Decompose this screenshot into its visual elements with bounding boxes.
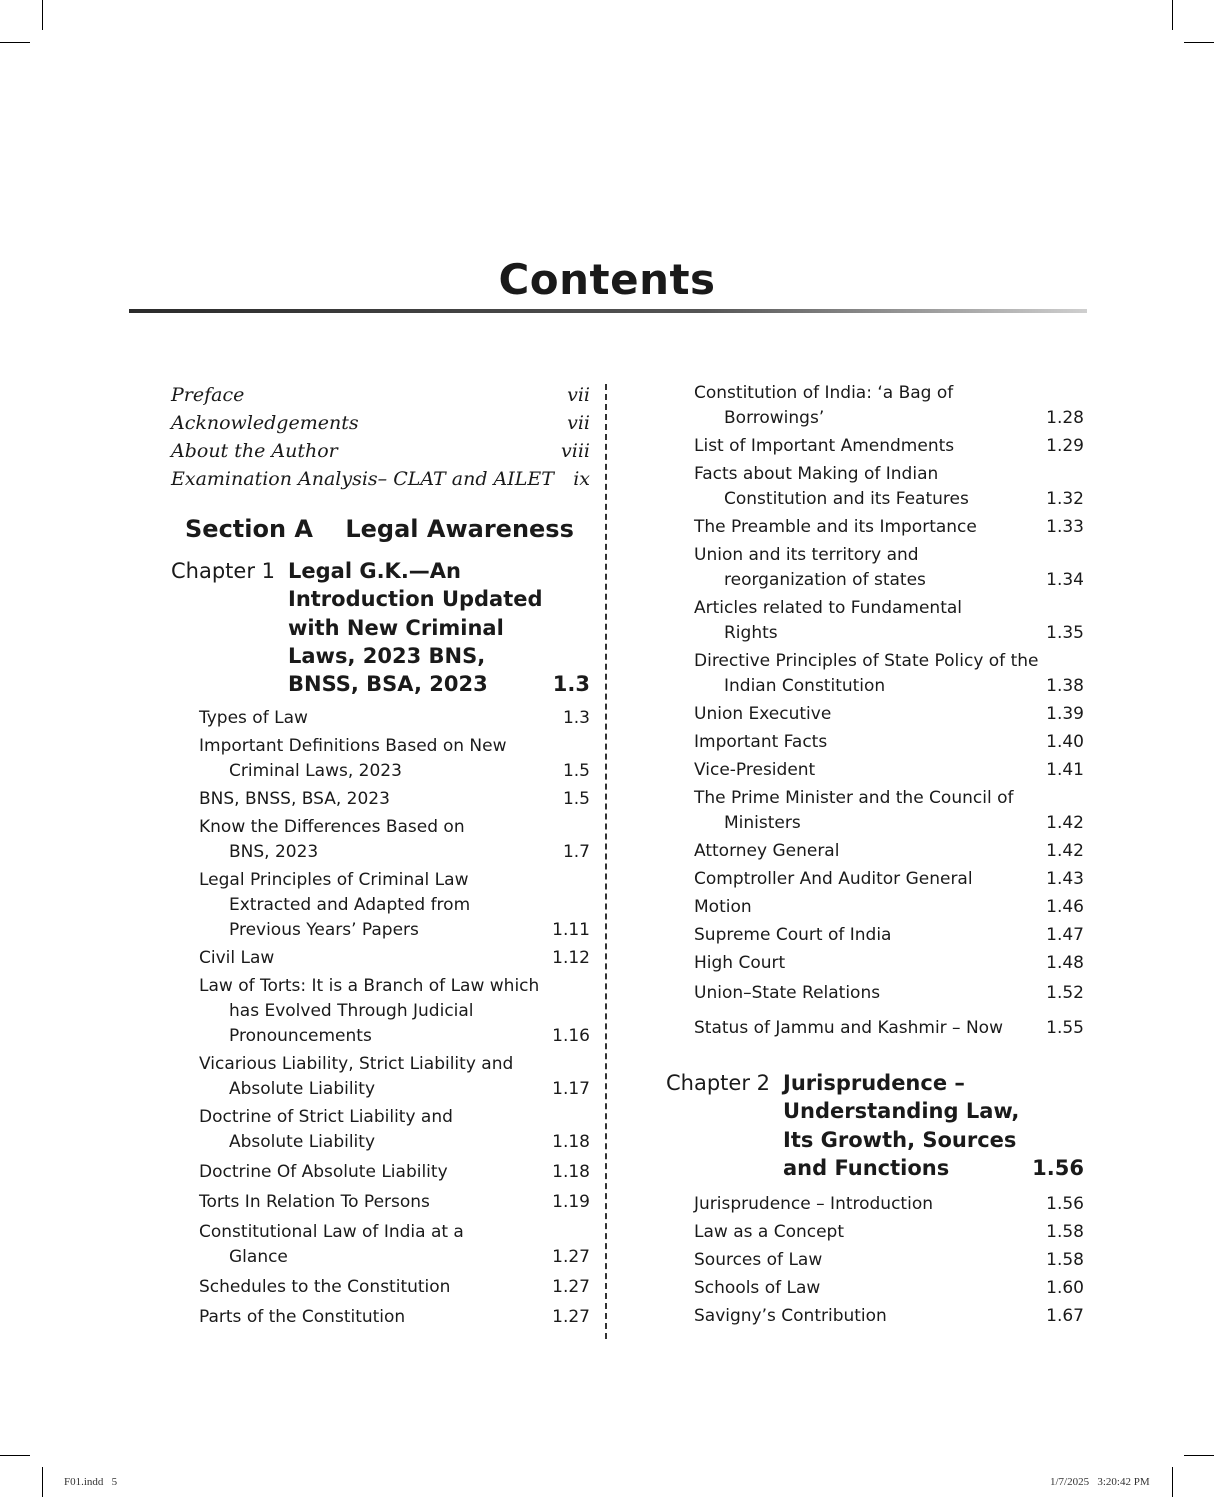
toc-front-item[interactable] xyxy=(171,409,590,437)
chapter-heading[interactable] xyxy=(666,1069,1084,1182)
toc-entry[interactable] xyxy=(199,1305,590,1330)
toc-entry[interactable] xyxy=(694,951,1084,976)
crop-mark xyxy=(0,42,30,43)
toc-entry-label: Jurisprudence – Introduction xyxy=(694,1194,933,1215)
toc-entry-page: 1.41 xyxy=(1046,760,1084,780)
toc-front-page: vii xyxy=(567,384,590,406)
toc-entry[interactable] xyxy=(694,758,1084,783)
toc-entry-label: The Prime Minister and the Council of Ministers xyxy=(694,788,1014,833)
toc-front-page: ix xyxy=(573,468,590,490)
toc-entry-label: Important Facts xyxy=(694,732,828,752)
toc-entry-page: 1.11 xyxy=(552,920,590,941)
toc-entry[interactable] xyxy=(694,649,1084,699)
toc-front-page: viii xyxy=(561,440,590,462)
toc-entry-label: Constitutional Law of India at a Glance xyxy=(199,1222,464,1268)
toc-entry[interactable] xyxy=(199,1052,590,1102)
toc-entry[interactable] xyxy=(199,815,590,865)
toc-entry-label: Union Executive xyxy=(694,704,832,724)
toc-front-label: Acknowledgements xyxy=(171,412,359,434)
toc-entry-page: 1.18 xyxy=(552,1132,590,1153)
toc-entry-label: Status of Jammu and Kashmir – Now xyxy=(694,1018,1003,1038)
toc-entry-label: Union–State Relations xyxy=(694,983,881,1003)
title-rule xyxy=(129,309,1087,313)
toc-entry-label: Civil Law xyxy=(199,948,275,969)
toc-entry-page: 1.32 xyxy=(1046,489,1084,509)
toc-entry[interactable] xyxy=(199,868,590,943)
toc-entry-label: Motion xyxy=(694,897,752,917)
chapter-title: Legal G.K.—An Introduction Updated with New Criminal Laws, 2023 BNS, BNSS, BSA, 2023 xyxy=(288,559,543,697)
section-prefix: Section A xyxy=(185,515,313,543)
toc-entry-page: 1.42 xyxy=(1046,841,1084,861)
toc-entry-page: 1.58 xyxy=(1046,1222,1084,1243)
toc-entry[interactable] xyxy=(199,1275,590,1300)
front-matter-list xyxy=(171,381,590,493)
toc-entry-label: Schedules to the Constitution xyxy=(199,1277,451,1298)
toc-entry[interactable] xyxy=(199,1160,590,1185)
toc-entry-page: 1.5 xyxy=(562,761,590,782)
toc-entry[interactable] xyxy=(694,1248,1084,1273)
crop-mark xyxy=(1172,1467,1173,1497)
toc-entry-page: 1.42 xyxy=(1046,813,1084,833)
crop-mark xyxy=(0,1455,30,1456)
toc-entry-page: 1.27 xyxy=(552,1247,590,1268)
section-heading[interactable] xyxy=(171,513,590,545)
toc-entry-page: 1.56 xyxy=(1046,1194,1084,1215)
toc-entry-label: Constitution of India: ‘a Bag of Borrowings’ xyxy=(694,383,954,428)
chapter-label: Chapter 1 xyxy=(171,559,275,583)
chapter-page: 1.3 xyxy=(552,672,590,697)
toc-entry[interactable] xyxy=(694,1276,1084,1301)
toc-entry-page: 1.12 xyxy=(552,948,590,969)
toc-entry[interactable] xyxy=(199,787,590,812)
toc-entry-page: 1.33 xyxy=(1046,517,1084,537)
toc-entry[interactable] xyxy=(694,543,1084,593)
section-name: Legal Awareness xyxy=(345,515,574,543)
toc-entry[interactable] xyxy=(694,1220,1084,1245)
toc-entry[interactable] xyxy=(694,981,1084,1006)
toc-entry-label: The Preamble and its Importance xyxy=(694,517,977,537)
toc-entry[interactable] xyxy=(199,1190,590,1215)
toc-front-label: Examination Analysis– CLAT and AILET xyxy=(171,468,554,490)
chapter-entries-continued xyxy=(666,381,1084,1041)
toc-entry-label: Know the Differences Based on BNS, 2023 xyxy=(199,817,465,863)
toc-front-item[interactable] xyxy=(171,381,590,409)
toc-entry-label: Sources of Law xyxy=(694,1250,823,1271)
crop-mark xyxy=(42,1467,43,1497)
footer-file-name: F01.indd 5 xyxy=(64,1476,118,1488)
toc-entry[interactable] xyxy=(199,974,590,1049)
toc-entry[interactable] xyxy=(694,596,1084,646)
toc-entry[interactable] xyxy=(694,702,1084,727)
toc-entry[interactable] xyxy=(694,923,1084,948)
toc-entry[interactable] xyxy=(694,434,1084,459)
toc-entry-label: Parts of the Constitution xyxy=(199,1307,406,1328)
toc-entry-page: 1.43 xyxy=(1046,869,1084,889)
toc-entry-label: Union and its territory and reorganization of states xyxy=(694,545,926,590)
toc-entry-label: Articles related to Fundamental Rights xyxy=(694,598,963,643)
toc-front-label: About the Author xyxy=(171,440,338,462)
toc-entry-page: 1.19 xyxy=(552,1192,590,1213)
toc-entry-label: Attorney General xyxy=(694,841,840,861)
toc-entry[interactable] xyxy=(694,786,1084,836)
chapter-entries xyxy=(171,706,590,1330)
toc-entry-label: Important Definitions Based on New Criminal Laws, 2023 xyxy=(199,736,507,782)
toc-entry[interactable] xyxy=(694,730,1084,755)
toc-entry-page: 1.67 xyxy=(1046,1306,1084,1327)
toc-entry[interactable] xyxy=(694,1192,1084,1217)
toc-entry[interactable] xyxy=(199,734,590,784)
toc-entry-page: 1.27 xyxy=(552,1277,590,1298)
toc-entry-page: 1.27 xyxy=(552,1307,590,1328)
toc-entry[interactable] xyxy=(199,1220,590,1270)
chapter-heading[interactable] xyxy=(171,557,590,698)
column-divider xyxy=(605,384,607,1339)
right-column xyxy=(666,381,1084,1329)
toc-entry-label: Supreme Court of India xyxy=(694,925,892,945)
toc-entry-page: 1.46 xyxy=(1046,897,1084,917)
toc-entry[interactable] xyxy=(199,706,590,731)
toc-entry-page: 1.18 xyxy=(552,1162,590,1183)
toc-entry[interactable] xyxy=(694,1016,1084,1041)
toc-entry-page: 1.16 xyxy=(552,1026,590,1047)
toc-front-item[interactable] xyxy=(171,465,590,493)
toc-entry-label: Torts In Relation To Persons xyxy=(199,1192,430,1213)
toc-entry-label: Directive Principles of State Policy of the Indian Constitution xyxy=(694,651,1039,696)
toc-entry[interactable] xyxy=(694,895,1084,920)
chapter-page: 1.56 xyxy=(1032,1155,1084,1180)
toc-entry-page: 1.55 xyxy=(1046,1018,1084,1038)
chapter-label: Chapter 2 xyxy=(666,1071,770,1095)
toc-entry-label: Legal Principles of Criminal Law Extracted and Adapted from Previous Years’ Papers xyxy=(199,870,471,941)
toc-entry-page: 1.39 xyxy=(1046,704,1084,724)
crop-mark xyxy=(1184,1455,1214,1456)
toc-entry[interactable] xyxy=(694,462,1084,512)
toc-entry-page: 1.40 xyxy=(1046,732,1084,752)
toc-entry-label: Law of Torts: It is a Branch of Law which has Evolved Through Judicial Pronouncements xyxy=(199,976,540,1047)
toc-entry[interactable] xyxy=(199,1105,590,1155)
toc-front-label: Preface xyxy=(171,384,245,406)
toc-entry[interactable] xyxy=(694,839,1084,864)
left-column xyxy=(171,381,590,1330)
toc-entry[interactable] xyxy=(694,867,1084,892)
toc-entry-label: Law as a Concept xyxy=(694,1222,845,1243)
toc-entry-page: 1.5 xyxy=(562,789,590,810)
toc-entry[interactable] xyxy=(694,381,1084,431)
toc-front-item[interactable] xyxy=(171,437,590,465)
toc-entry-label: Comptroller And Auditor General xyxy=(694,869,973,889)
toc-entry-page: 1.48 xyxy=(1046,953,1084,973)
toc-entry-page: 1.29 xyxy=(1046,436,1084,456)
toc-entry-label: Savigny’s Contribution xyxy=(694,1306,887,1327)
toc-entry-page: 1.52 xyxy=(1046,983,1084,1003)
toc-entry-label: Facts about Making of Indian Constitution and its Features xyxy=(694,464,969,509)
toc-entry-page: 1.28 xyxy=(1046,408,1084,428)
toc-entry-label: List of Important Amendments xyxy=(694,436,955,456)
toc-entry-page: 1.17 xyxy=(552,1079,590,1100)
toc-entry[interactable] xyxy=(694,1304,1084,1329)
toc-entry-page: 1.47 xyxy=(1046,925,1084,945)
toc-entry-label: High Court xyxy=(694,953,786,973)
toc-entry-page: 1.60 xyxy=(1046,1278,1084,1299)
toc-entry-page: 1.38 xyxy=(1046,676,1084,696)
toc-entry[interactable] xyxy=(199,946,590,971)
toc-entry-page: 1.34 xyxy=(1046,570,1084,590)
toc-entry-label: Doctrine of Strict Liability and Absolute Liability xyxy=(199,1107,453,1153)
crop-mark xyxy=(1184,42,1214,43)
footer-timestamp: 1/7/2025 3:20:42 PM xyxy=(1050,1476,1150,1488)
toc-entry-page: 1.3 xyxy=(562,708,590,729)
chapter-entries xyxy=(666,1192,1084,1329)
toc-entry-label: Vicarious Liability, Strict Liability and Absolute Liability xyxy=(199,1054,514,1100)
crop-mark xyxy=(1172,0,1173,30)
crop-mark xyxy=(42,0,43,30)
toc-entry-page: 1.7 xyxy=(562,842,590,863)
toc-entry-label: BNS, BNSS, BSA, 2023 xyxy=(199,789,390,810)
toc-entry[interactable] xyxy=(694,515,1084,540)
toc-entry-label: Types of Law xyxy=(199,708,308,729)
toc-entry-page: 1.58 xyxy=(1046,1250,1084,1271)
toc-entry-label: Schools of Law xyxy=(694,1278,821,1299)
page-title: Contents xyxy=(498,255,716,304)
chapter-title: Jurisprudence – Understanding Law, Its Growth, Sources and Functions xyxy=(783,1071,1020,1180)
toc-entry-label: Vice-President xyxy=(694,760,816,780)
toc-entry-label: Doctrine Of Absolute Liability xyxy=(199,1162,448,1183)
toc-entry-page: 1.35 xyxy=(1046,623,1084,643)
toc-front-page: vii xyxy=(567,412,590,434)
